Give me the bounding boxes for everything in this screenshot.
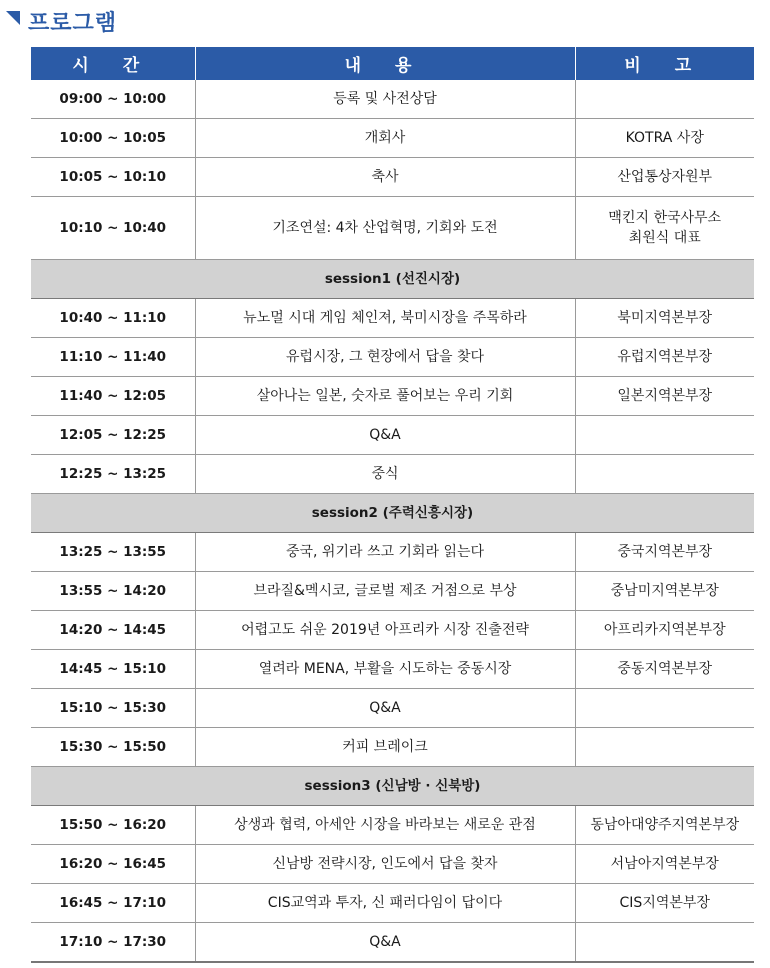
cell-content: 중국, 위기라 쓰고 기회라 읽는다 (195, 533, 575, 572)
cell-note: 중국지역본부장 (575, 533, 754, 572)
cell-content: 브라질&멕시코, 글로벌 제조 거점으로 부상 (195, 572, 575, 611)
cell-note: 일본지역본부장 (575, 377, 754, 416)
table-row (31, 728, 754, 767)
table-row (31, 455, 754, 494)
program-body (31, 80, 754, 962)
session-row (31, 494, 754, 533)
cell-time: 11:10 ~ 11:40 (31, 338, 195, 377)
cell-time: 10:05 ~ 10:10 (31, 158, 195, 197)
cell-time: 13:55 ~ 14:20 (31, 572, 195, 611)
cell-content: 뉴노멀 시대 게임 체인져, 북미시장을 주목하라 (195, 299, 575, 338)
table-row (31, 533, 754, 572)
table-row (31, 338, 754, 377)
session-row (31, 767, 754, 806)
table-row (31, 884, 754, 923)
table-row (31, 299, 754, 338)
cell-time: 10:00 ~ 10:05 (31, 119, 195, 158)
cell-content: Q&A (195, 416, 575, 455)
cell-time: 09:00 ~ 10:00 (31, 80, 195, 119)
program-table (31, 47, 754, 963)
table-row (31, 572, 754, 611)
cell-note: 북미지역본부장 (575, 299, 754, 338)
header-content: 내 용 (195, 47, 575, 80)
table-row (31, 377, 754, 416)
triangle-marker-icon (6, 11, 20, 25)
cell-note (575, 80, 754, 119)
cell-time: 17:10 ~ 17:30 (31, 923, 195, 963)
page-title: 프로그램 (28, 10, 118, 36)
cell-content: 살아나는 일본, 숫자로 풀어보는 우리 기회 (195, 377, 575, 416)
cell-time: 12:05 ~ 12:25 (31, 416, 195, 455)
table-row (31, 650, 754, 689)
cell-content: 상생과 협력, 아세안 시장을 바라보는 새로운 관점 (195, 806, 575, 845)
cell-content: 신남방 전략시장, 인도에서 답을 찾자 (195, 845, 575, 884)
cell-note: 유럽지역본부장 (575, 338, 754, 377)
cell-note (575, 923, 754, 963)
table-row (31, 416, 754, 455)
cell-time: 14:20 ~ 14:45 (31, 611, 195, 650)
table-row (31, 158, 754, 197)
table-header-row (31, 47, 754, 80)
cell-time: 14:45 ~ 15:10 (31, 650, 195, 689)
cell-time: 10:40 ~ 11:10 (31, 299, 195, 338)
cell-content: 커피 브레이크 (195, 728, 575, 767)
cell-time: 10:10 ~ 10:40 (31, 197, 195, 260)
cell-time: 12:25 ~ 13:25 (31, 455, 195, 494)
cell-content: Q&A (195, 689, 575, 728)
table-row (31, 689, 754, 728)
cell-content: 기조연설: 4차 산업혁명, 기회와 도전 (195, 197, 575, 260)
table-row (31, 119, 754, 158)
cell-content: Q&A (195, 923, 575, 963)
cell-note (575, 455, 754, 494)
cell-time: 16:45 ~ 17:10 (31, 884, 195, 923)
cell-note: 서남아지역본부장 (575, 845, 754, 884)
session-row (31, 260, 754, 299)
cell-note: 동남아대양주지역본부장 (575, 806, 754, 845)
cell-content: 중식 (195, 455, 575, 494)
cell-time: 15:30 ~ 15:50 (31, 728, 195, 767)
cell-note: 아프리카지역본부장 (575, 611, 754, 650)
cell-content: 열려라 MENA, 부활을 시도하는 중동시장 (195, 650, 575, 689)
cell-time: 15:50 ~ 16:20 (31, 806, 195, 845)
cell-time: 16:20 ~ 16:45 (31, 845, 195, 884)
session-label: session1 (선진시장) (31, 260, 754, 299)
cell-content: 유럽시장, 그 현장에서 답을 찾다 (195, 338, 575, 377)
cell-note: 중남미지역본부장 (575, 572, 754, 611)
table-row (31, 923, 754, 963)
cell-time: 11:40 ~ 12:05 (31, 377, 195, 416)
table-row (31, 806, 754, 845)
cell-content: 어렵고도 쉬운 2019년 아프리카 시장 진출전략 (195, 611, 575, 650)
cell-content: 개회사 (195, 119, 575, 158)
cell-note: 맥킨지 한국사무소 최원식 대표 (575, 197, 754, 260)
cell-time: 13:25 ~ 13:55 (31, 533, 195, 572)
cell-note (575, 689, 754, 728)
cell-note: CIS지역본부장 (575, 884, 754, 923)
header-time: 시 간 (31, 47, 195, 80)
cell-note: 산업통상자원부 (575, 158, 754, 197)
cell-note: KOTRA 사장 (575, 119, 754, 158)
session-label: session2 (주력신흥시장) (31, 494, 754, 533)
cell-time: 15:10 ~ 15:30 (31, 689, 195, 728)
cell-content: 축사 (195, 158, 575, 197)
cell-content: CIS교역과 투자, 신 패러다임이 답이다 (195, 884, 575, 923)
table-row (31, 611, 754, 650)
cell-note (575, 728, 754, 767)
table-row (31, 197, 754, 260)
table-row (31, 80, 754, 119)
page-title-row (6, 4, 117, 38)
cell-note: 중동지역본부장 (575, 650, 754, 689)
cell-note (575, 416, 754, 455)
session-label: session3 (신남방 · 신북방) (31, 767, 754, 806)
table-row (31, 845, 754, 884)
header-note: 비 고 (575, 47, 754, 80)
cell-content: 등록 및 사전상담 (195, 80, 575, 119)
